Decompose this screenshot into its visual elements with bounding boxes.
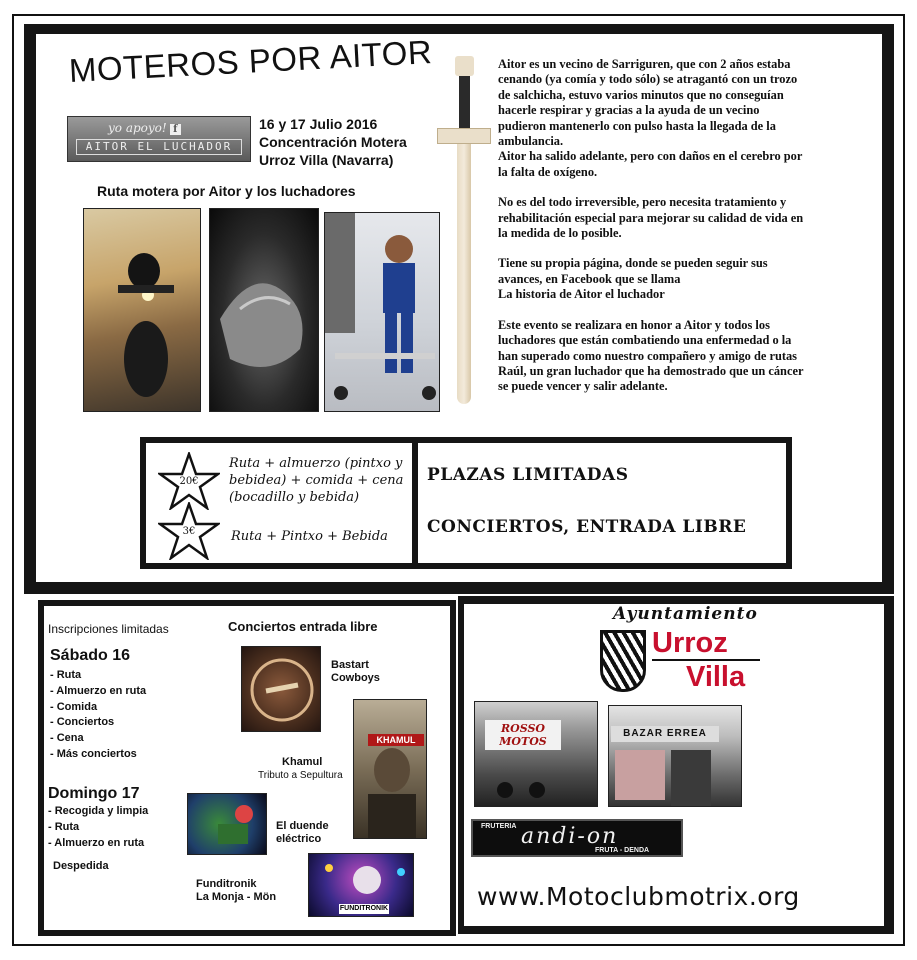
conciertos-header: Conciertos entrada libre: [228, 619, 378, 634]
yo-apoyo-text: yo apoyo! f: [108, 121, 181, 135]
rosso-motos-sign: ROSSO MOTOS: [485, 720, 561, 750]
list-item: - Cena: [50, 732, 84, 745]
price-star-3: [158, 502, 220, 560]
list-item: - Ruta: [48, 820, 80, 833]
story-paragraph: Tiene su propia página, donde se pueden seguir sus avances, en Facebook que se llama La historia de Aitor el luchador: [498, 256, 768, 302]
sword-guard: [437, 128, 491, 144]
list-item: - Conciertos: [50, 716, 115, 729]
list-item: - Más conciertos: [50, 747, 137, 760]
domingo-list: [48, 804, 148, 851]
khamul-image: [353, 699, 427, 839]
event-place: Urroz Villa (Navarra): [259, 152, 394, 168]
story-paragraph: No es del todo irreversible, pero necesita tratamiento y rehabilitación especial para mejorar su calidad de vida en la medida de lo posible.: [498, 195, 804, 241]
website-link[interactable]: www.Motoclubmotrix.org: [477, 882, 800, 911]
funditronik-image: [308, 853, 414, 917]
notices-panel: [418, 443, 786, 563]
story-text: [498, 57, 868, 410]
price-value-20: 20€: [179, 476, 199, 487]
khamul-label: Khamul: [282, 756, 323, 768]
despedida-label: Despedida: [53, 860, 109, 872]
domingo-title: Domingo 17: [48, 785, 140, 802]
story-paragraph: Aitor es un vecino de Sarriguren, que con 2 años estaba cenando (ya comía y todo sólo) se atragantó con un trozo de salchicha, estuvo varios minutos que no conseguían hacerle respirar y gracias a la ayuda de un vecino pudieron mantenerlo con pulso hasta la llegada de la ambulancia. Aitor ha salido adelante, pero con daños en el cerebro por la falta de oxígeno.: [498, 57, 803, 179]
andion-label: andi-on: [521, 824, 619, 849]
bastart-cowboys-label: Bastart Cowboys: [331, 659, 380, 684]
story-paragraph: Este evento se realizara en honor a Aitor y todos los luchadores que están combatiendo una enfermedad o la han superado como nuestro compañero y amigo de rutas Raúl, un gran luchador que ha demostrado que un cáncer se puede vencer y salir adelante.: [498, 317, 804, 394]
sabado-title: Sábado 16: [50, 647, 131, 664]
sabado-list: [50, 668, 146, 763]
aitor-luchador-label: AITOR EL LUCHADOR: [76, 139, 242, 155]
conciertos-entrada-libre: CONCIERTOS, ENTRADA LIBRE: [427, 517, 747, 537]
fruteria-andion-logo: [471, 819, 683, 857]
motorcycle-photo: [83, 208, 201, 412]
sword-grip: [459, 76, 470, 128]
villa-text: Villa: [686, 661, 746, 693]
funditronik-tag: FUNDITRONIK: [339, 905, 389, 912]
event-info: [259, 115, 407, 169]
khamul-subtitle: Tributo a Sepultura: [258, 770, 343, 781]
el-duende-image: [187, 793, 267, 855]
list-item: - Ruta: [50, 669, 82, 681]
facebook-icon: f: [170, 124, 181, 135]
page-title: MOTEROS POR AITOR: [68, 33, 434, 90]
plazas-limitadas: PLAZAS LIMITADAS: [427, 465, 629, 485]
bastart-cowboys-image: [241, 646, 321, 732]
price-desc-3: Ruta + Pintxo + Bebida: [231, 529, 388, 544]
urroz-villa-logo: [600, 628, 760, 696]
hands-photo: [209, 208, 319, 412]
fruta-denda-label: FRUTA - DENDA: [595, 847, 650, 854]
bazar-sign: BAZAR ERREA: [611, 726, 719, 742]
funditronik-label: Funditronik La Monja - Mön: [196, 878, 277, 903]
inscripciones-header: Inscripciones limitadas: [48, 622, 169, 636]
child-walker-photo: [324, 212, 440, 412]
ruta-title: Ruta motera por Aitor y los luchadores: [97, 183, 356, 199]
urroz-text: Urroz: [652, 627, 728, 659]
ayuntamiento-label: Ayuntamiento: [613, 604, 758, 624]
support-banner: [67, 116, 251, 162]
bazar-photo: [608, 705, 742, 807]
price-desc-20: Ruta + almuerzo (pintxo y bebidea) + comida + cena (bocadillo y bebida): [229, 456, 404, 505]
sword-blade: [457, 144, 471, 404]
rosso-motos-photo: [474, 701, 598, 807]
sabado-block: [50, 647, 146, 763]
price-value-3: 3€: [182, 526, 196, 537]
shield-icon: [600, 630, 646, 692]
list-item: - Comida: [50, 700, 98, 713]
sword-pommel: [455, 56, 474, 76]
khamul-tag: KHAMUL: [368, 734, 424, 746]
fruteria-label: FRUTERIA: [481, 823, 517, 830]
event-dates: 16 y 17 Julio 2016: [259, 116, 378, 132]
domingo-block: [48, 785, 148, 851]
list-item: - Almuerzo en ruta: [48, 836, 145, 849]
el-duende-label: El duende eléctrico: [276, 820, 329, 845]
list-item: - Recogida y limpia: [48, 805, 149, 817]
list-item: - Almuerzo en ruta: [50, 684, 147, 697]
event-name: Concentración Motera: [259, 134, 407, 150]
